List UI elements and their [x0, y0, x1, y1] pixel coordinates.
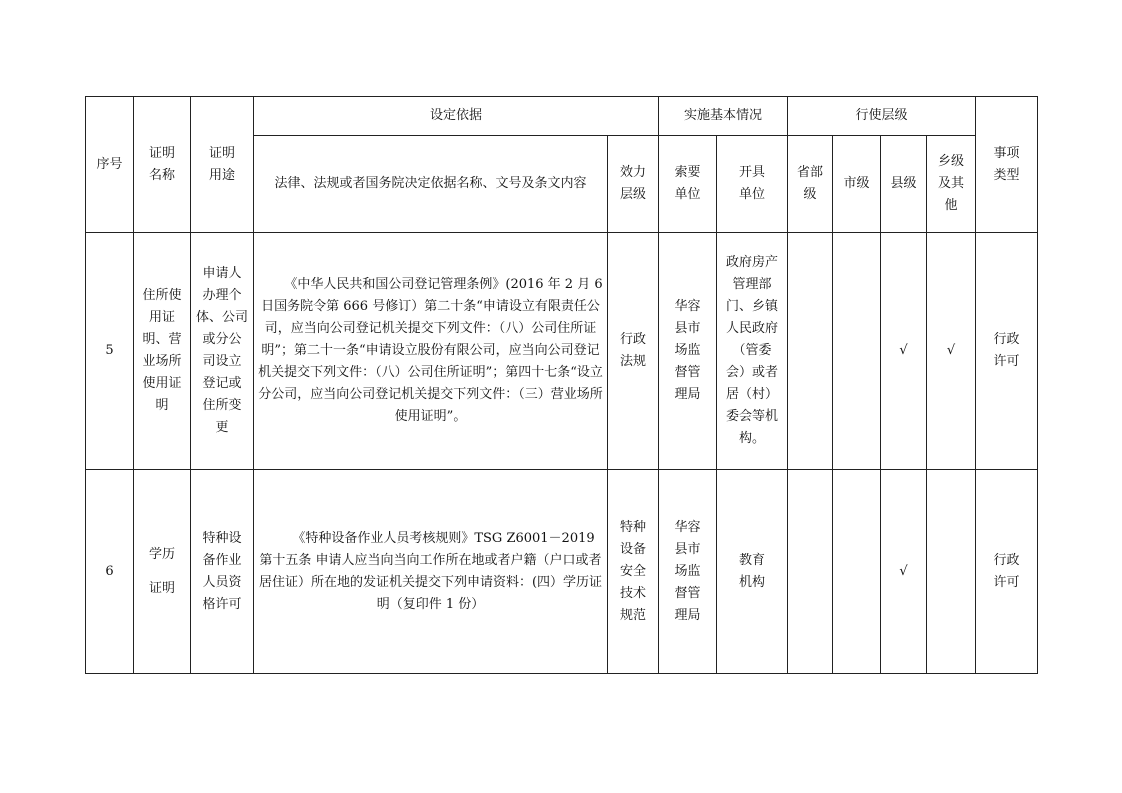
row-city-mark	[833, 470, 881, 674]
row-seq: 6	[86, 470, 134, 674]
header-effect-level: 效力 层级	[608, 136, 659, 233]
header-basis-group: 设定依据	[254, 97, 659, 136]
row-request-unit: 华容 县市 场监 督管 理局	[659, 233, 717, 470]
row-issue-unit: 政府房产 管理部 门、乡镇 人民政府 （管委 会）或者 居（村） 委会等机 构。	[717, 233, 788, 470]
header-cert-use: 证明 用途	[191, 97, 254, 233]
row-effect-level: 行政 法规	[608, 233, 659, 470]
row-basis: 《中华人民共和国公司登记管理条例》(2016 年 2 月 6 日国务院令第 666 号修订）第二十条“申请设立有限责任公司，应当向公司登记机关提交下列文件：（八）公司住所证明”；第二十一条“申请设立股份有限公司，应当向公司登记机关提交下列文件：（八）公司住所证明”；第四十七条“设立分公司，应当向公司登记机关提交下列文件：（三）营业场所使用证明”。	[254, 233, 608, 470]
row-township-mark	[927, 470, 976, 674]
row-cert-use: 特种设 备作业 人员资 格许可	[191, 470, 254, 674]
header-township-level: 乡级 及其 他	[927, 136, 976, 233]
row-county-mark: √	[881, 470, 927, 674]
certificate-table	[85, 96, 1038, 674]
header-cert-name: 证明 名称	[134, 97, 191, 233]
row-cert-use: 申请人 办理个 体、公司 或分公 司设立 登记或 住所变 更	[191, 233, 254, 470]
table-row	[86, 470, 1038, 674]
row-matter-type: 行政 许可	[976, 233, 1038, 470]
header-province-level: 省部 级	[788, 136, 833, 233]
header-basis-content: 法律、法规或者国务院决定依据名称、文号及条文内容	[254, 136, 608, 233]
header-impl-group: 实施基本情况	[659, 97, 788, 136]
row-province-mark	[788, 233, 833, 470]
row-province-mark	[788, 470, 833, 674]
header-request-unit: 索要 单位	[659, 136, 717, 233]
row-county-mark: √	[881, 233, 927, 470]
table-row	[86, 233, 1038, 470]
header-county-level: 县级	[881, 136, 927, 233]
row-issue-unit: 教育 机构	[717, 470, 788, 674]
header-matter-type: 事项 类型	[976, 97, 1038, 233]
row-cert-name: 学历 证明	[134, 470, 191, 674]
header-seq: 序号	[86, 97, 134, 233]
row-effect-level: 特种 设备 安全 技术 规范	[608, 470, 659, 674]
row-city-mark	[833, 233, 881, 470]
row-matter-type: 行政 许可	[976, 470, 1038, 674]
header-row-1	[86, 97, 1038, 136]
row-basis: 《特种设备作业人员考核规则》TSG Z6001－2019 第十五条 申请人应当向当向工作所在地或者户籍（户口或者居住证）所在地的发证机关提交下列申请资料：(四）学历证明（复印件 1 份）	[254, 470, 608, 674]
header-level-group: 行使层级	[788, 97, 976, 136]
row-request-unit: 华容 县市 场监 督管 理局	[659, 470, 717, 674]
row-cert-name: 住所使 用证 明、营 业场所 使用证 明	[134, 233, 191, 470]
row-seq: 5	[86, 233, 134, 470]
header-issue-unit: 开具 单位	[717, 136, 788, 233]
row-township-mark: √	[927, 233, 976, 470]
header-city-level: 市级	[833, 136, 881, 233]
